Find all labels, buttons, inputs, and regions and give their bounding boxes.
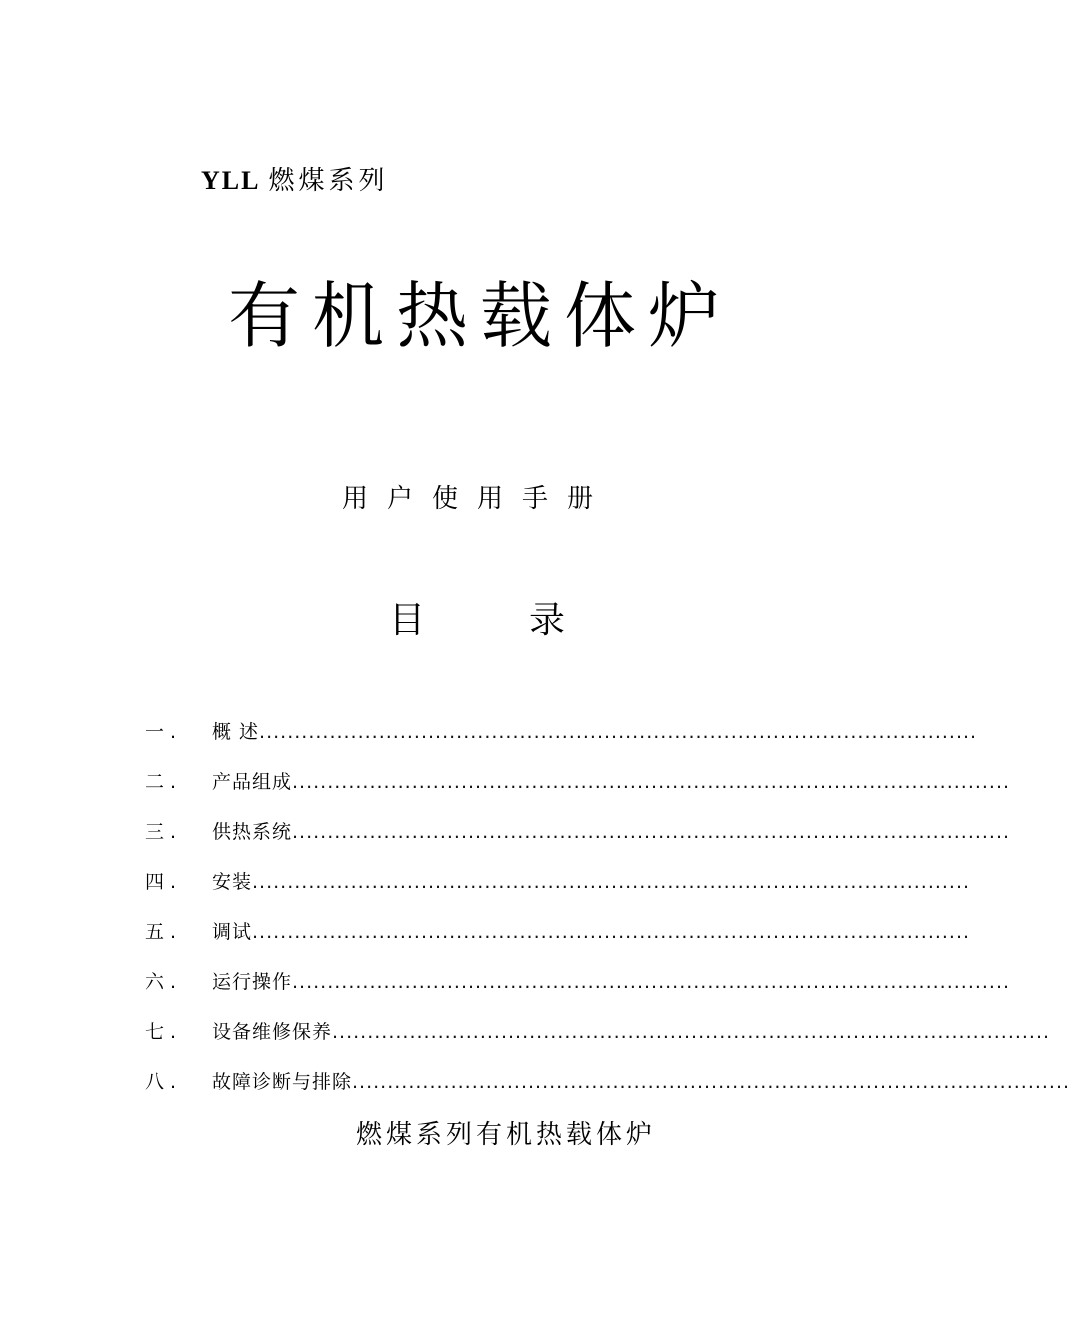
toc-item-number: 五 . <box>145 921 177 943</box>
toc-leader-dots: ...................................................................................................... <box>292 771 1011 793</box>
toc-item-title: 设备维修保养 <box>212 1021 333 1043</box>
toc-item-number: 七 . <box>145 1021 177 1043</box>
toc-item[interactable] <box>145 719 978 769</box>
toc-item[interactable] <box>145 769 1011 819</box>
toc-item[interactable] <box>145 1069 1070 1119</box>
toc-item[interactable] <box>145 1019 1051 1069</box>
toc-item-title: 概 述 <box>212 721 260 743</box>
toc-item-title: 运行操作 <box>212 971 293 993</box>
toc-item-title: 供热系统 <box>212 821 293 843</box>
toc-item[interactable] <box>145 819 1011 869</box>
toc-item-title: 故障诊断与排除 <box>212 1071 353 1093</box>
toc-item[interactable] <box>145 869 971 919</box>
table-of-contents <box>145 719 1070 1119</box>
manual-subtitle: 用户使用手册 <box>342 484 613 514</box>
toc-heading-left: 目 <box>389 600 426 641</box>
toc-item-number: 一 . <box>145 721 177 743</box>
page-title: 有机热载体炉 <box>228 274 733 358</box>
footer-title: 燃煤系列有机热载体炉 <box>356 1120 657 1150</box>
series-name: 燃煤系列 <box>268 166 389 196</box>
toc-leader-dots: ...................................................................................................... <box>292 821 1011 843</box>
toc-leader-dots: ...................................................................................................... <box>292 971 1011 993</box>
toc-item-number: 二 . <box>145 771 177 793</box>
toc-leader-dots: ...................................................................................................... <box>332 1021 1051 1043</box>
toc-heading-right: 录 <box>529 600 566 641</box>
toc-item[interactable] <box>145 969 1011 1019</box>
toc-item-title: 安装 <box>212 871 253 893</box>
toc-item-number: 四 . <box>145 871 177 893</box>
toc-item-title: 产品组成 <box>212 771 293 793</box>
toc-item-number: 八 . <box>145 1071 177 1093</box>
series-line <box>201 160 388 197</box>
toc-item[interactable] <box>145 919 971 969</box>
toc-item-title: 调试 <box>212 921 253 943</box>
toc-item-number: 六 . <box>145 971 177 993</box>
toc-leader-dots: ...................................................................................................... <box>252 871 971 893</box>
series-code: YLL <box>201 166 261 195</box>
toc-leader-dots: ...................................................................................................... <box>252 921 971 943</box>
toc-leader-dots: ...................................................................................................... <box>259 721 978 743</box>
toc-leader-dots: ...................................................................................................... <box>352 1071 1070 1093</box>
toc-item-number: 三 . <box>145 821 177 843</box>
